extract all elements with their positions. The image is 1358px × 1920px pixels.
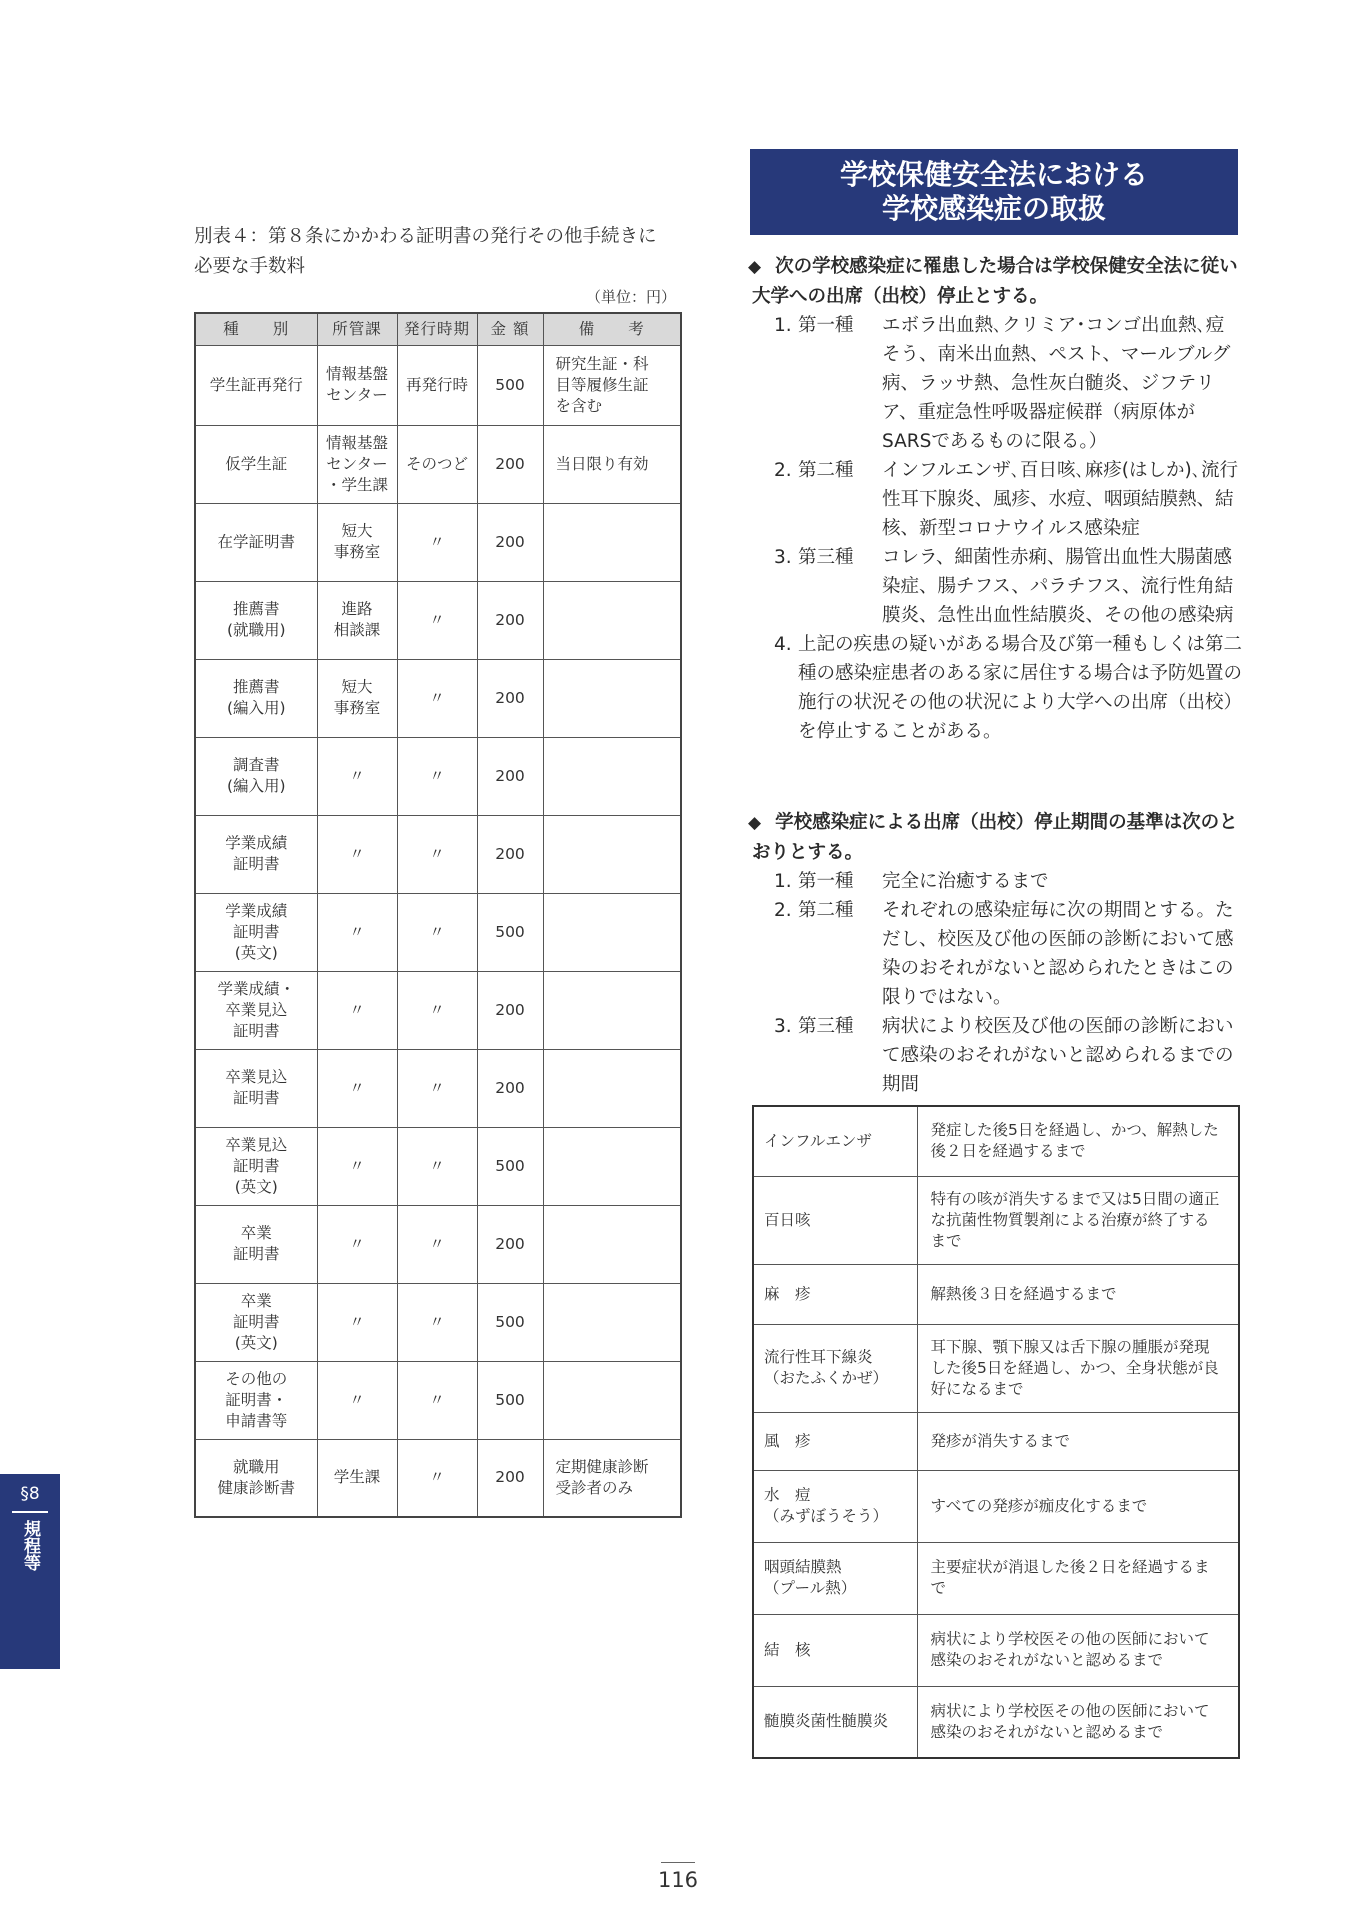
cell-note <box>543 1049 681 1127</box>
item-number: 1. <box>774 315 792 336</box>
footer-rule <box>661 1862 695 1863</box>
section-side-tab <box>0 1474 60 1669</box>
item-number: 3. <box>774 1016 792 1037</box>
fee-table-row <box>195 1439 681 1517</box>
fee-table-row <box>195 815 681 893</box>
cell-note <box>543 1205 681 1283</box>
cell-note <box>543 737 681 815</box>
suspension-rule: 主要症状が消退した後２日を経過するまで <box>917 1542 1239 1614</box>
item-text: 上記の疾患の疑いがある場合及び第一種もしくは第二種の感染症患者のある家に居住する場合は予防処置の施行の状況その他の状況により大学への出席（出校）を停止することがある。 <box>798 634 1243 742</box>
period-table-row <box>753 1614 1239 1686</box>
section-suspension <box>748 252 1243 746</box>
period-table-row <box>753 1176 1239 1264</box>
cell-note <box>543 503 681 581</box>
disease-name: 結 核 <box>753 1614 917 1686</box>
header-time: 発行時期 <box>397 313 477 345</box>
period-table-row <box>753 1264 1239 1324</box>
list-item <box>752 1012 1242 1099</box>
suspension-rule: 病状により学校医その他の医師において感染のおそれがないと認めるまで <box>917 1614 1239 1686</box>
disease-name: インフルエンザ <box>753 1106 917 1176</box>
item-text: エボラ出血熱､クリミア･コンゴ出血熱､痘そう、南米出血熱、ペスト、マールブルグ病、ラッサ熱、急性灰白髄炎、ジフテリア、重症急性呼吸器症候群（病原体がSARSであるものに限る。） <box>882 315 1231 452</box>
section-period-heading: ◆ 学校感染症による出席（出校）停止期間の基準は次のとおりとする。 <box>748 812 1238 863</box>
item-text: 病状により校医及び他の医師の診断において感染のおそれがないと認められるまでの期間 <box>882 1016 1234 1095</box>
list-item <box>752 543 1242 630</box>
item-text: それぞれの感染症毎に次の期間とする。ただし、校医及び他の医師の診断において感染のおそれがないと認められたときはこの限りではない。 <box>882 900 1234 1008</box>
fee-table-row <box>195 1361 681 1439</box>
title-line-2: 学校感染症の取扱 <box>881 192 1106 225</box>
item-number: 4. <box>774 634 792 655</box>
cell-dept: 〃 <box>317 1127 397 1205</box>
cell-dept: 学生課 <box>317 1439 397 1517</box>
cell-dept: 進路 相談課 <box>317 581 397 659</box>
cell-kind: その他の 証明書・ 申請書等 <box>195 1361 317 1439</box>
cell-time: 〃 <box>397 581 477 659</box>
cell-kind: 調査書 (編入用) <box>195 737 317 815</box>
section-suspension-heading: ◆ 次の学校感染症に罹患した場合は学校保健安全法に従い大学への出席（出校）停止とする。 <box>748 256 1238 307</box>
list-item <box>752 630 1242 746</box>
suspension-rule: 発症した後5日を経過し、かつ、解熱した後２日を経過するまで <box>917 1106 1239 1176</box>
cell-time: そのつど <box>397 425 477 503</box>
fee-table-row <box>195 737 681 815</box>
cell-kind: 学業成績 証明書 (英文) <box>195 893 317 971</box>
cell-kind: 就職用 健康診断書 <box>195 1439 317 1517</box>
cell-dept: 〃 <box>317 1049 397 1127</box>
cell-dept: 情報基盤 センター ・学生課 <box>317 425 397 503</box>
cell-time: 〃 <box>397 1049 477 1127</box>
cell-note <box>543 815 681 893</box>
header-kind: 種 別 <box>195 313 317 345</box>
cell-kind: 推薦書 (就職用) <box>195 581 317 659</box>
fee-table <box>194 312 682 1518</box>
cell-dept: 〃 <box>317 737 397 815</box>
cell-note: 研究生証・科 目等履修生証 を含む <box>543 345 681 425</box>
fee-table-row <box>195 1127 681 1205</box>
fee-table-row <box>195 425 681 503</box>
suspension-rule: 耳下腺、顎下腺又は舌下腺の腫脹が発現した後5日を経過し、かつ、全身状態が良好になるまで <box>917 1324 1239 1412</box>
fee-table-caption: 別表４：第８条にかかわる証明書の発行その他手続きに 必要な手数料 <box>194 226 657 277</box>
item-category: 第三種 <box>798 547 854 568</box>
cell-kind: 学生証再発行 <box>195 345 317 425</box>
cell-kind: 卒業 証明書 <box>195 1205 317 1283</box>
side-tab-label: 規程等 <box>20 1520 40 1571</box>
cell-time: 〃 <box>397 815 477 893</box>
item-number: 3. <box>774 547 792 568</box>
cell-note: 当日限り有効 <box>543 425 681 503</box>
fee-table-unit: （単位：円） <box>585 288 676 306</box>
list-item <box>752 867 1242 896</box>
cell-dept: 短大 事務室 <box>317 659 397 737</box>
item-number: 2. <box>774 460 792 481</box>
item-category: 第二種 <box>798 900 854 921</box>
page-number: 116 <box>657 1868 699 1892</box>
period-table-row <box>753 1324 1239 1412</box>
period-table <box>752 1105 1240 1759</box>
cell-amount: 200 <box>477 815 543 893</box>
disease-name: 風 疹 <box>753 1412 917 1470</box>
fee-table-row <box>195 893 681 971</box>
cell-amount: 200 <box>477 503 543 581</box>
cell-note <box>543 971 681 1049</box>
cell-dept: 〃 <box>317 893 397 971</box>
header-amount: 金 額 <box>477 313 543 345</box>
cell-time: 〃 <box>397 893 477 971</box>
fee-table-header-row <box>195 313 681 345</box>
disease-name: 流行性耳下線炎 （おたふくかぜ） <box>753 1324 917 1412</box>
item-text: インフルエンザ､百日咳､麻疹(はしか)､流行性耳下腺炎、風疹、水痘、咽頭結膜熱、結核、新型コロナウイルス感染症 <box>882 460 1238 539</box>
cell-note <box>543 581 681 659</box>
cell-kind: 学業成績・ 卒業見込 証明書 <box>195 971 317 1049</box>
fee-table-row <box>195 1205 681 1283</box>
cell-amount: 200 <box>477 425 543 503</box>
diamond-icon: ◆ <box>748 813 762 833</box>
cell-kind: 学業成績 証明書 <box>195 815 317 893</box>
page-title <box>750 149 1238 235</box>
item-category: 第二種 <box>798 460 854 481</box>
fee-table-row <box>195 659 681 737</box>
cell-time: 〃 <box>397 1439 477 1517</box>
cell-kind: 仮学生証 <box>195 425 317 503</box>
side-tab-section: §8 <box>20 1484 40 1504</box>
fee-table-row <box>195 503 681 581</box>
cell-dept: 〃 <box>317 971 397 1049</box>
cell-dept: 〃 <box>317 815 397 893</box>
item-category: 第三種 <box>798 1016 854 1037</box>
cell-amount: 200 <box>477 1439 543 1517</box>
cell-note <box>543 1283 681 1361</box>
cell-time: 〃 <box>397 1127 477 1205</box>
item-number: 2. <box>774 900 792 921</box>
cell-time: 〃 <box>397 1205 477 1283</box>
cell-note <box>543 1127 681 1205</box>
disease-name: 百日咳 <box>753 1176 917 1264</box>
cell-amount: 200 <box>477 1049 543 1127</box>
cell-time: 〃 <box>397 971 477 1049</box>
cell-amount: 500 <box>477 1283 543 1361</box>
cell-dept: 〃 <box>317 1283 397 1361</box>
cell-dept: 情報基盤 センター <box>317 345 397 425</box>
cell-kind: 卒業 証明書 (英文) <box>195 1283 317 1361</box>
section-period <box>748 808 1242 1099</box>
cell-amount: 500 <box>477 345 543 425</box>
cell-time: 再発行時 <box>397 345 477 425</box>
suspension-rule: 特有の咳が消失するまで又は5日間の適正な抗菌性物質製剤による治療が終了するまで <box>917 1176 1239 1264</box>
cell-time: 〃 <box>397 737 477 815</box>
disease-name: 水 痘 （みずぼうそう） <box>753 1470 917 1542</box>
fee-table-row <box>195 971 681 1049</box>
header-dept: 所管課 <box>317 313 397 345</box>
disease-name: 咽頭結膜熱 （プール熱） <box>753 1542 917 1614</box>
cell-amount: 500 <box>477 893 543 971</box>
period-table-row <box>753 1412 1239 1470</box>
suspension-rule: 発疹が消失するまで <box>917 1412 1239 1470</box>
cell-amount: 200 <box>477 659 543 737</box>
cell-time: 〃 <box>397 1283 477 1361</box>
diamond-icon: ◆ <box>748 257 762 277</box>
period-table-row <box>753 1542 1239 1614</box>
header-note: 備 考 <box>543 313 681 345</box>
suspension-rule: 解熱後３日を経過するまで <box>917 1264 1239 1324</box>
cell-kind: 在学証明書 <box>195 503 317 581</box>
cell-kind: 推薦書 (編入用) <box>195 659 317 737</box>
cell-note <box>543 659 681 737</box>
disease-name: 麻 疹 <box>753 1264 917 1324</box>
side-tab-divider <box>12 1511 48 1513</box>
list-item <box>752 311 1242 456</box>
cell-time: 〃 <box>397 1361 477 1439</box>
cell-dept: 〃 <box>317 1361 397 1439</box>
suspension-rule: すべての発疹が痂皮化するまで <box>917 1470 1239 1542</box>
cell-note <box>543 893 681 971</box>
suspension-rule: 病状により学校医その他の医師において感染のおそれがないと認めるまで <box>917 1686 1239 1758</box>
cell-dept: 〃 <box>317 1205 397 1283</box>
fee-table-row <box>195 345 681 425</box>
period-table-row <box>753 1106 1239 1176</box>
list-item <box>752 456 1242 543</box>
list-item <box>752 896 1242 1012</box>
cell-time: 〃 <box>397 503 477 581</box>
cell-dept: 短大 事務室 <box>317 503 397 581</box>
cell-amount: 200 <box>477 1205 543 1283</box>
period-table-row <box>753 1470 1239 1542</box>
cell-time: 〃 <box>397 659 477 737</box>
item-text: 完全に治癒するまで <box>882 871 1049 892</box>
fee-table-row <box>195 1283 681 1361</box>
item-text: コレラ、細菌性赤痢、腸管出血性大腸菌感染症、腸チフス、パラチフス、流行性角結膜炎、急性出血性結膜炎、その他の感染病 <box>882 547 1234 626</box>
title-line-1: 学校保健安全法における <box>839 158 1148 191</box>
cell-amount: 200 <box>477 581 543 659</box>
cell-note <box>543 1361 681 1439</box>
fee-table-row <box>195 1049 681 1127</box>
cell-amount: 200 <box>477 971 543 1049</box>
disease-name: 髄膜炎菌性髄膜炎 <box>753 1686 917 1758</box>
period-table-row <box>753 1686 1239 1758</box>
item-category: 第一種 <box>798 871 854 892</box>
cell-amount: 500 <box>477 1361 543 1439</box>
item-category: 第一種 <box>798 315 854 336</box>
item-number: 1. <box>774 871 792 892</box>
cell-kind: 卒業見込 証明書 <box>195 1049 317 1127</box>
cell-note: 定期健康診断 受診者のみ <box>543 1439 681 1517</box>
cell-amount: 200 <box>477 737 543 815</box>
fee-table-row <box>195 581 681 659</box>
cell-kind: 卒業見込 証明書 (英文) <box>195 1127 317 1205</box>
cell-amount: 500 <box>477 1127 543 1205</box>
